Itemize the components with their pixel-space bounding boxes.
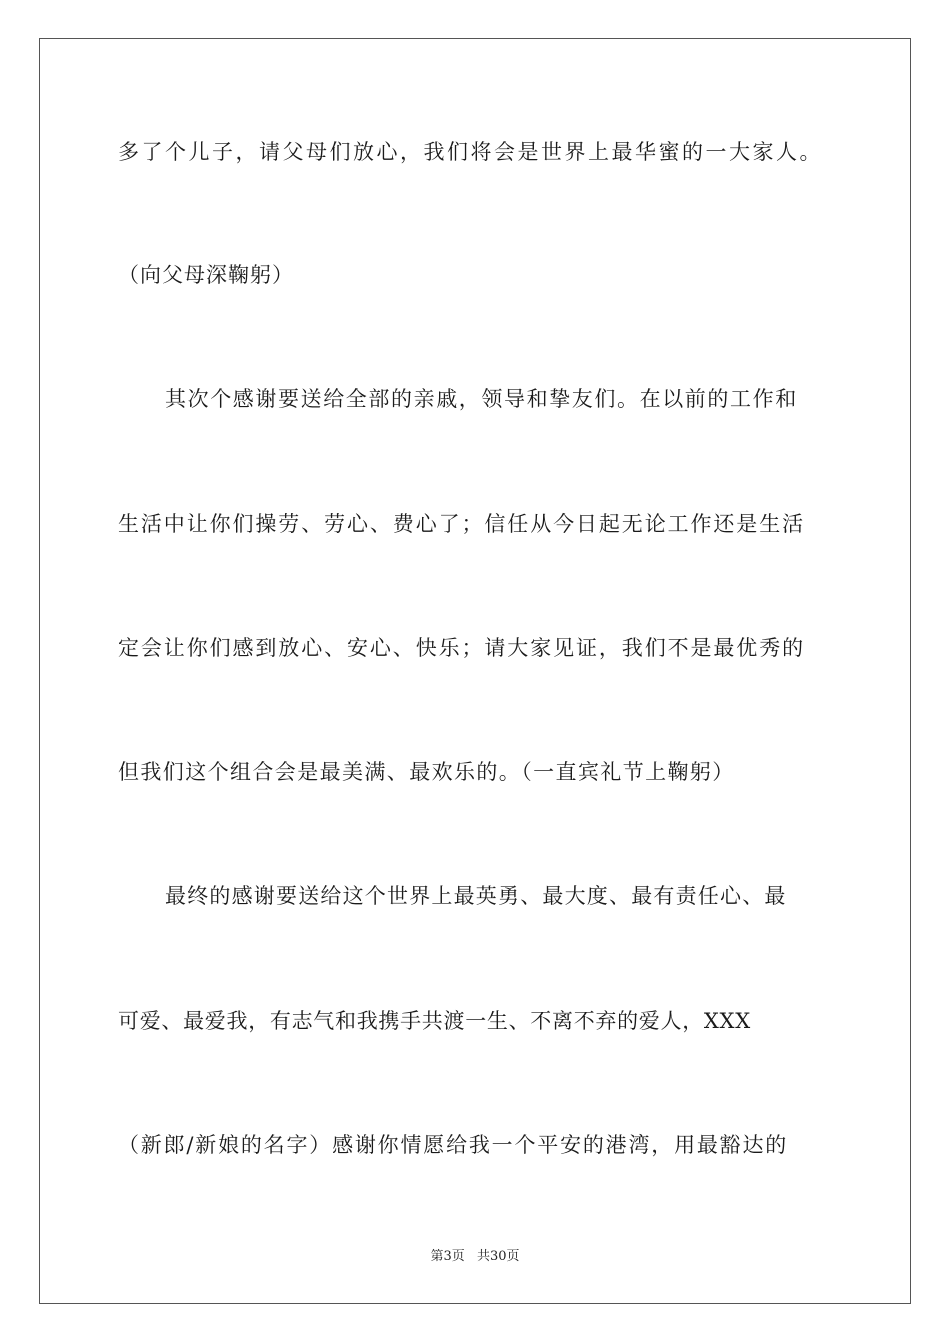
body-text-line: 生活中让你们操劳、劳心、费心了；信任从今日起无论工作还是生活 <box>118 512 805 536</box>
paragraph-start-line: 其次个感谢要送给全部的亲戚，领导和挚友们。在以前的工作和 <box>165 387 798 411</box>
page-total: 共30页 <box>476 1249 520 1264</box>
body-text-line: （向父母深鞠躬） <box>118 263 294 287</box>
body-text-line: 多了个儿子，请父母们放心，我们将会是世界上最华蜜的一大家人。 <box>118 140 823 164</box>
body-text-line: 可爱、最爱我，有志气和我携手共渡一生、不离不弃的爱人，XXX <box>118 1009 751 1033</box>
paragraph-start-line: 最终的感谢要送给这个世界上最英勇、最大度、最有责任心、最 <box>165 884 787 908</box>
page-number: 第3页 <box>430 1249 465 1264</box>
body-text-line: 但我们这个组合会是最美满、最欢乐的。（一直宾礼节上鞠躬） <box>118 760 735 784</box>
body-text-line: 定会让你们感到放心、安心、快乐；请大家见证，我们不是最优秀的 <box>118 636 805 660</box>
page-footer <box>0 1248 950 1266</box>
page-border <box>39 38 911 1304</box>
body-text-line: （新郎/新娘的名字）感谢你情愿给我一个平安的港湾，用最豁达的 <box>118 1133 789 1157</box>
